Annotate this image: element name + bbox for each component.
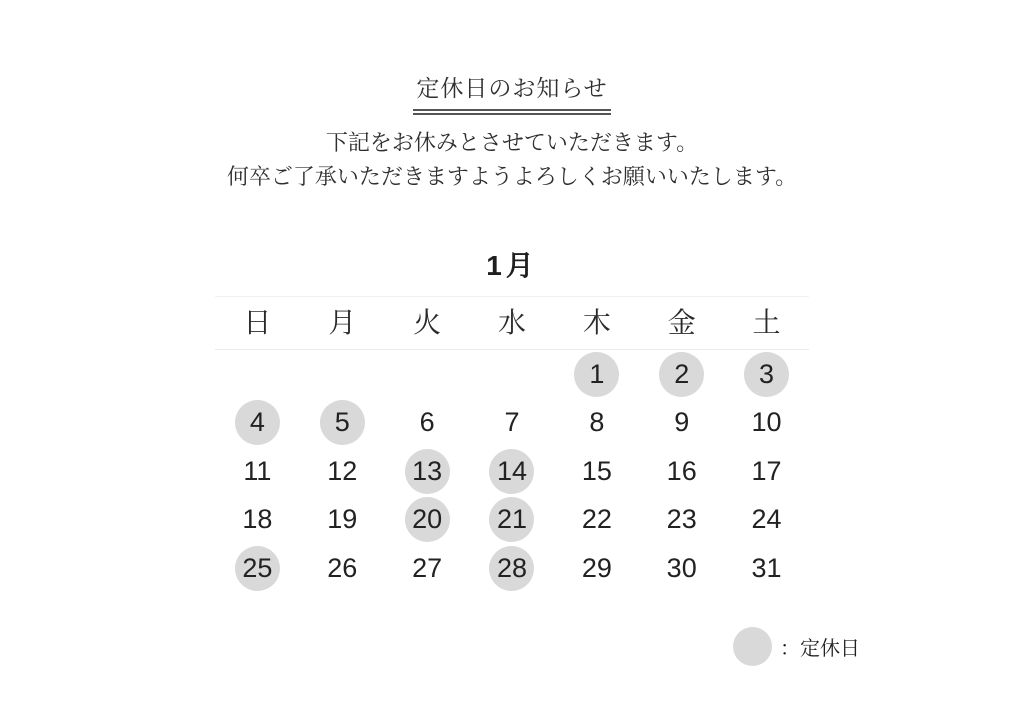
day-number: 31 (751, 552, 782, 583)
day-number: 12 (327, 455, 358, 486)
title-wrap (0, 70, 1024, 115)
weekday-row (215, 296, 809, 350)
empty-day (489, 352, 534, 397)
day-number: 11 (243, 455, 272, 486)
day-number: 8 (589, 407, 605, 438)
calendar-day-cell (639, 350, 724, 399)
weekday-header-6: 土 (752, 307, 781, 338)
calendar-day-cell (385, 496, 470, 545)
calendar-day-cell (215, 399, 300, 448)
day-number: 15 (581, 455, 612, 486)
calendar-day-cell (639, 447, 724, 496)
calendar-day-cell (470, 496, 555, 545)
holiday-day-number: 1 (574, 352, 619, 397)
day-number: 23 (666, 504, 697, 535)
day-number: 19 (327, 504, 358, 535)
weekday-header-2: 火 (413, 307, 442, 338)
weekday-header-0: 日 (243, 307, 272, 338)
month-title: 1月 (486, 250, 538, 281)
calendar-day-cell (300, 399, 385, 448)
calendar-day-cell (470, 544, 555, 593)
dates-grid (215, 350, 809, 593)
holiday-day-number: 2 (659, 352, 704, 397)
weekday-header-4: 木 (582, 307, 611, 338)
notice-text (0, 126, 1024, 194)
calendar-day-cell (554, 544, 639, 593)
calendar-day-cell (639, 544, 724, 593)
day-number: 30 (666, 552, 697, 583)
calendar-day-cell (385, 447, 470, 496)
day-number: 7 (504, 407, 520, 438)
day-number: 26 (327, 552, 358, 583)
weekday-header-3: 水 (497, 307, 526, 338)
calendar-day-cell (470, 350, 555, 399)
holiday-day-number: 20 (405, 497, 450, 542)
empty-day (405, 352, 450, 397)
calendar-day-cell (385, 544, 470, 593)
holiday-day-number: 13 (405, 449, 450, 494)
day-number: 6 (419, 407, 435, 438)
calendar-day-cell (470, 399, 555, 448)
day-number: 16 (666, 455, 697, 486)
day-number: 10 (751, 407, 782, 438)
page-title: 定休日のお知らせ (413, 70, 610, 115)
calendar-day-cell (724, 447, 809, 496)
calendar-day-cell (215, 447, 300, 496)
day-number: 24 (751, 504, 782, 535)
calendar-day-cell (554, 399, 639, 448)
day-number: 18 (242, 504, 273, 535)
calendar-day-cell (724, 544, 809, 593)
calendar-day-cell (300, 350, 385, 399)
holiday-day-number: 28 (489, 546, 534, 591)
calendar-day-cell (639, 496, 724, 545)
day-number: 17 (751, 455, 782, 486)
legend (733, 627, 860, 666)
calendar-day-cell (385, 399, 470, 448)
holiday-day-number: 21 (489, 497, 534, 542)
holiday-day-number: 4 (235, 400, 280, 445)
calendar-day-cell (724, 350, 809, 399)
calendar-day-cell (554, 447, 639, 496)
empty-day (320, 352, 365, 397)
calendar-day-cell (554, 496, 639, 545)
weekday-header-5: 金 (667, 307, 696, 338)
holiday-day-number: 14 (489, 449, 534, 494)
calendar-day-cell (300, 544, 385, 593)
weekday-header-1: 月 (328, 307, 357, 338)
calendar-day-cell (300, 447, 385, 496)
calendar-day-cell (385, 350, 470, 399)
holiday-day-number: 25 (235, 546, 280, 591)
calendar-day-cell (300, 496, 385, 545)
notice-line-2: 何卒ご了承いただきますようよろしくお願いいたします。 (226, 164, 798, 189)
day-number: 9 (674, 407, 690, 438)
calendar-day-cell (724, 496, 809, 545)
day-number: 29 (581, 552, 612, 583)
calendar-day-cell (215, 544, 300, 593)
legend-label: ：定休日 (780, 638, 860, 660)
calendar-day-cell (215, 350, 300, 399)
calendar-day-cell (724, 399, 809, 448)
holiday-day-number: 3 (744, 352, 789, 397)
calendar-day-cell (554, 350, 639, 399)
day-number: 27 (412, 552, 443, 583)
calendar-day-cell (215, 496, 300, 545)
empty-day (235, 352, 280, 397)
day-number: 22 (581, 504, 612, 535)
calendar (215, 296, 809, 593)
calendar-day-cell (639, 399, 724, 448)
holiday-day-number: 5 (320, 400, 365, 445)
holiday-circle-icon (733, 627, 772, 666)
notice-line-1: 下記をお休みとさせていただきます。 (325, 130, 699, 155)
calendar-day-cell (470, 447, 555, 496)
